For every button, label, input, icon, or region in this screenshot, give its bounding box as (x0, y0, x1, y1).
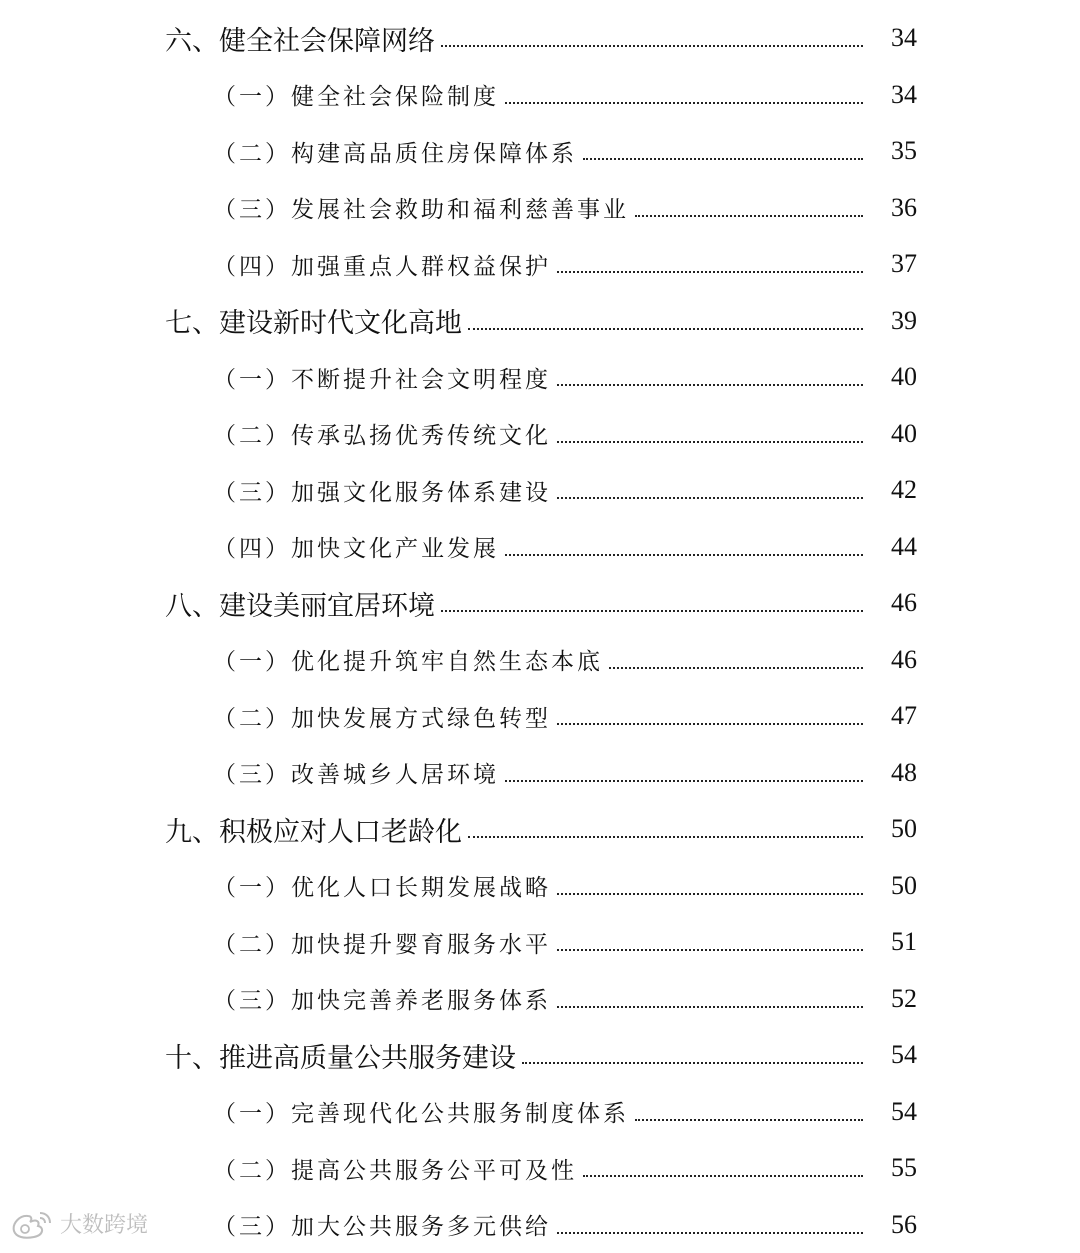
toc-dot-leader (635, 215, 863, 217)
toc-page-number: 39 (869, 306, 917, 336)
toc-entry-title: （四）加强重点人群权益保护 (213, 248, 551, 281)
toc-entry-title: 八、建设美丽宜居环境 (165, 584, 435, 623)
toc-row[interactable] (0, 10, 1080, 67)
toc-dot-leader (635, 1119, 863, 1121)
toc-dot-leader (441, 45, 863, 47)
toc-row[interactable] (0, 293, 1080, 350)
toc-row[interactable] (0, 688, 1080, 745)
toc-page-number: 34 (869, 23, 917, 53)
toc-page-number: 46 (869, 588, 917, 618)
toc-entry-title: （二）传承弘扬优秀传统文化 (213, 417, 551, 450)
toc-entry-title: （二）构建高品质住房保障体系 (213, 135, 577, 168)
toc-row[interactable] (0, 575, 1080, 632)
toc-entry-title: （四）加快文化产业发展 (213, 530, 499, 563)
toc-dot-leader (583, 158, 863, 160)
toc-entry-title: 十、推进高质量公共服务建设 (165, 1036, 516, 1075)
toc-dot-leader (557, 1006, 863, 1008)
toc-entry-title: （一）不断提升社会文明程度 (213, 361, 551, 394)
toc-page-number: 51 (869, 927, 917, 957)
toc-row[interactable] (0, 1140, 1080, 1197)
toc-page-number: 42 (869, 475, 917, 505)
toc-page-number: 54 (869, 1040, 917, 1070)
toc-entry-title: （一）完善现代化公共服务制度体系 (213, 1095, 629, 1128)
toc-entry-title: （三）加强文化服务体系建设 (213, 474, 551, 507)
toc-row[interactable] (0, 632, 1080, 689)
toc-page-number: 52 (869, 984, 917, 1014)
toc-page-number: 44 (869, 532, 917, 562)
toc-row[interactable] (0, 858, 1080, 915)
toc-dot-leader (609, 667, 863, 669)
toc-page-number: 40 (869, 362, 917, 392)
toc-dot-leader (505, 102, 863, 104)
toc-dot-leader (505, 780, 863, 782)
toc-page-number: 50 (869, 871, 917, 901)
toc-dot-leader (505, 554, 863, 556)
toc-entry-title: 七、建设新时代文化高地 (165, 301, 462, 340)
toc-row[interactable] (0, 914, 1080, 971)
toc-entry-title: （一）健全社会保险制度 (213, 78, 499, 111)
toc-entry-title: （三）加大公共服务多元供给 (213, 1208, 551, 1241)
watermark-text: 大数跨境 (60, 1208, 148, 1239)
toc-page-number: 50 (869, 814, 917, 844)
toc-entry-title: （一）优化人口长期发展战略 (213, 869, 551, 902)
toc-entry-title: （二）提高公共服务公平可及性 (213, 1152, 577, 1185)
toc-entry-title: （三）发展社会救助和福利慈善事业 (213, 191, 629, 224)
toc-dot-leader (557, 723, 863, 725)
toc-dot-leader (557, 441, 863, 443)
toc-entry-title: 九、积极应对人口老龄化 (165, 810, 462, 849)
toc-page-number: 54 (869, 1097, 917, 1127)
toc-entry-title: （三）改善城乡人居环境 (213, 756, 499, 789)
toc-dot-leader (557, 949, 863, 951)
toc-row[interactable] (0, 519, 1080, 576)
toc-dot-leader (557, 1232, 863, 1234)
toc-row[interactable] (0, 406, 1080, 463)
toc-entry-title: （二）加快提升婴育服务水平 (213, 926, 551, 959)
toc-page-number: 36 (869, 193, 917, 223)
toc-dot-leader (557, 893, 863, 895)
toc-row[interactable] (0, 349, 1080, 406)
toc-page-number: 48 (869, 758, 917, 788)
toc-dot-leader (468, 328, 863, 330)
toc-page-number: 40 (869, 419, 917, 449)
toc-page-number: 47 (869, 701, 917, 731)
toc-row[interactable] (0, 180, 1080, 237)
toc-row[interactable] (0, 801, 1080, 858)
toc-dot-leader (522, 1062, 863, 1064)
weibo-logo-icon (10, 1209, 54, 1239)
watermark (10, 1208, 148, 1239)
toc-row[interactable] (0, 462, 1080, 519)
toc-dot-leader (441, 610, 863, 612)
toc-page-number: 37 (869, 249, 917, 279)
toc-row[interactable] (0, 236, 1080, 293)
toc-page-number: 35 (869, 136, 917, 166)
toc-entry-title: （三）加快完善养老服务体系 (213, 982, 551, 1015)
toc-dot-leader (583, 1175, 863, 1177)
toc-dot-leader (557, 271, 863, 273)
toc-page-number: 56 (869, 1210, 917, 1240)
table-of-contents (0, 10, 1080, 1253)
toc-dot-leader (468, 836, 863, 838)
toc-dot-leader (557, 497, 863, 499)
toc-row[interactable] (0, 1027, 1080, 1084)
toc-page-number: 34 (869, 80, 917, 110)
toc-entry-title: 六、健全社会保障网络 (165, 19, 435, 58)
toc-entry-title: （一）优化提升筑牢自然生态本底 (213, 643, 603, 676)
toc-row[interactable] (0, 971, 1080, 1028)
toc-row[interactable] (0, 123, 1080, 180)
toc-entry-title: （二）加快发展方式绿色转型 (213, 700, 551, 733)
toc-row[interactable] (0, 745, 1080, 802)
toc-dot-leader (557, 384, 863, 386)
toc-page-number: 46 (869, 645, 917, 675)
toc-row[interactable] (0, 67, 1080, 124)
toc-page-number: 55 (869, 1153, 917, 1183)
toc-row[interactable] (0, 1084, 1080, 1141)
